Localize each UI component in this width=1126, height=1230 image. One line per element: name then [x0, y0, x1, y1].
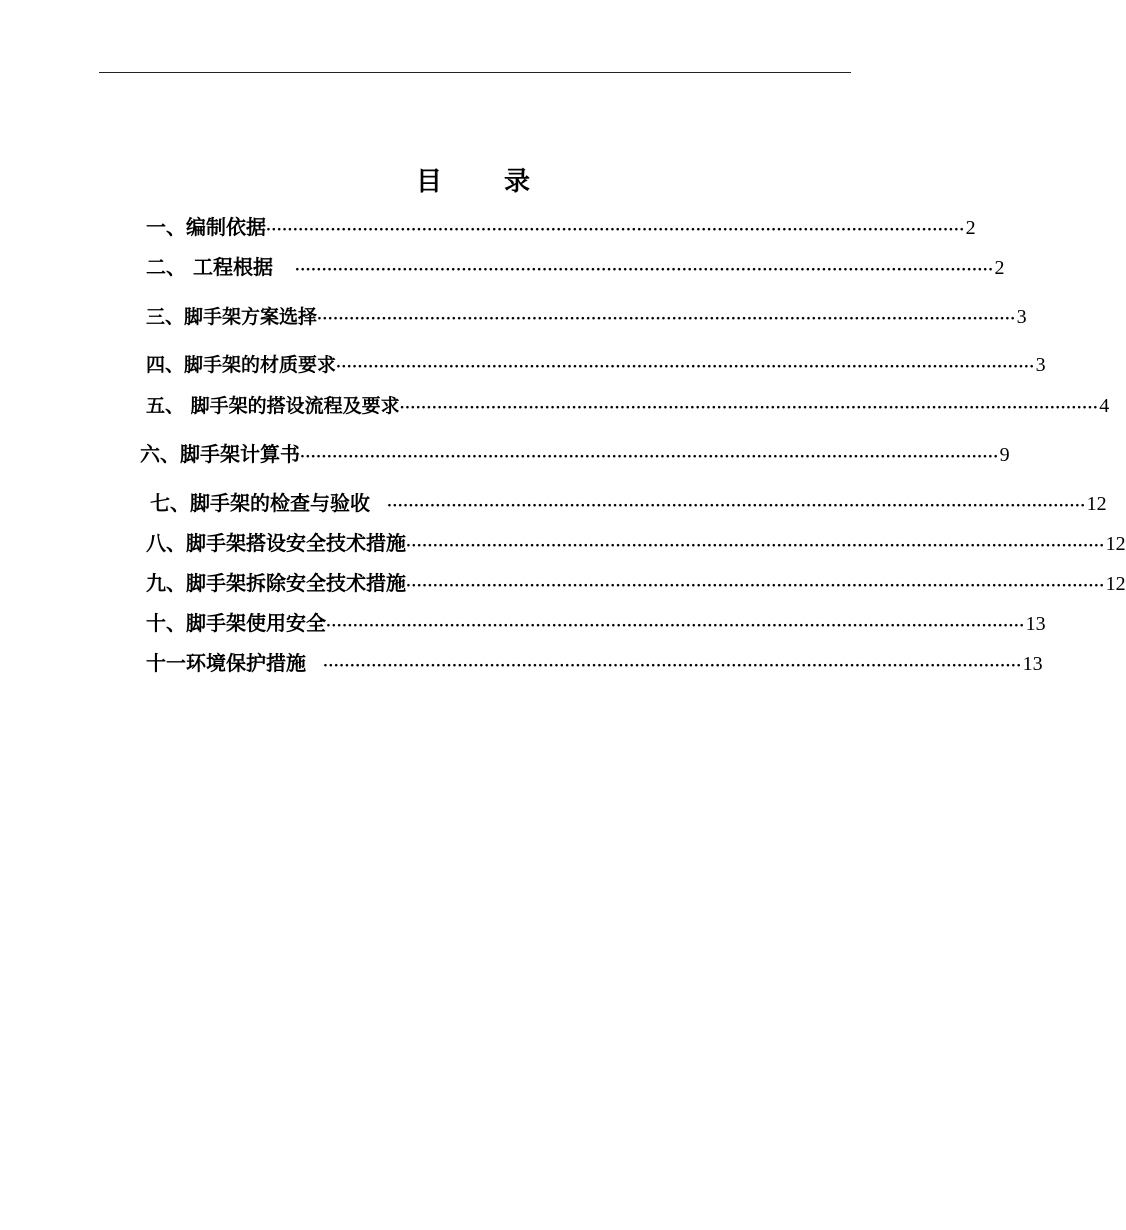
toc-entry[interactable]: [146, 212, 976, 245]
toc-entry-page: 2: [965, 217, 976, 239]
toc-title: [0, 164, 1008, 200]
toc-entry[interactable]: [146, 391, 1110, 423]
toc-entry-page: 12: [1105, 573, 1126, 595]
toc-entry-label: 六、脚手架计算书: [140, 442, 300, 466]
toc-entry-leader: ··································································································································: [294, 262, 994, 278]
toc-entry-label: 四、脚手架的材质要求: [146, 354, 337, 376]
toc-entry-page: 9: [999, 444, 1010, 466]
toc-entry-leader: ··································································································································: [406, 578, 1105, 594]
toc-entry-leader: ··································································································································: [399, 400, 1099, 416]
toc-entry-page: 12: [1105, 533, 1126, 555]
toc-entry[interactable]: [146, 568, 1126, 601]
toc-entry[interactable]: [146, 648, 1043, 681]
toc-entry[interactable]: [146, 528, 1126, 561]
toc-entry[interactable]: [146, 302, 1027, 334]
toc-title-char-1: 目: [415, 167, 504, 197]
toc-entry-page: 2: [994, 257, 1005, 279]
toc-entry-label: 八、脚手架搭设安全技术措施: [146, 531, 406, 555]
toc-entry-leader: ··································································································································: [266, 222, 965, 238]
toc-entry-page: 12: [1086, 493, 1107, 515]
toc-entry[interactable]: [146, 350, 1046, 382]
toc-entry-leader: ··································································································································: [336, 359, 1035, 375]
toc-entry-label: 十一环境保护措施: [146, 651, 313, 675]
toc-entry-page: 3: [1016, 306, 1027, 328]
toc-entry-leader: ··································································································································: [386, 498, 1086, 514]
toc-entry-leader: ··································································································································: [406, 538, 1105, 554]
toc-entry-label: 七、脚手架的检查与验收: [150, 491, 377, 515]
toc-entry-label: 五、 脚手架的搭设流程及要求: [146, 395, 400, 417]
toc-entry-label: 二、 工程根据: [146, 255, 287, 279]
toc-entry[interactable]: [146, 252, 1005, 285]
toc-entry-page: 13: [1022, 653, 1043, 675]
toc-entry-label: 一、编制依据: [146, 215, 266, 239]
toc-entry-leader: ··································································································································: [300, 449, 999, 465]
toc-title-char-2: 录: [504, 167, 593, 197]
toc-entry-label: 十、脚手架使用安全: [146, 611, 326, 635]
toc-entry-label: 九、脚手架拆除安全技术措施: [146, 571, 406, 595]
header-rule: [99, 72, 851, 73]
toc-entry-page: 13: [1025, 613, 1046, 635]
toc-entry[interactable]: [146, 608, 1046, 641]
toc-entry[interactable]: [150, 488, 1107, 521]
toc-entry-page: 3: [1035, 354, 1046, 376]
toc-entry-leader: ··································································································································: [322, 658, 1022, 674]
toc-entry-page: 4: [1099, 395, 1110, 417]
toc-entry-label: 三、脚手架方案选择: [146, 306, 318, 328]
toc-entry-leader: ··································································································································: [326, 618, 1025, 634]
toc-entry[interactable]: [140, 439, 1010, 472]
toc-entry-leader: ··································································································································: [317, 311, 1016, 327]
